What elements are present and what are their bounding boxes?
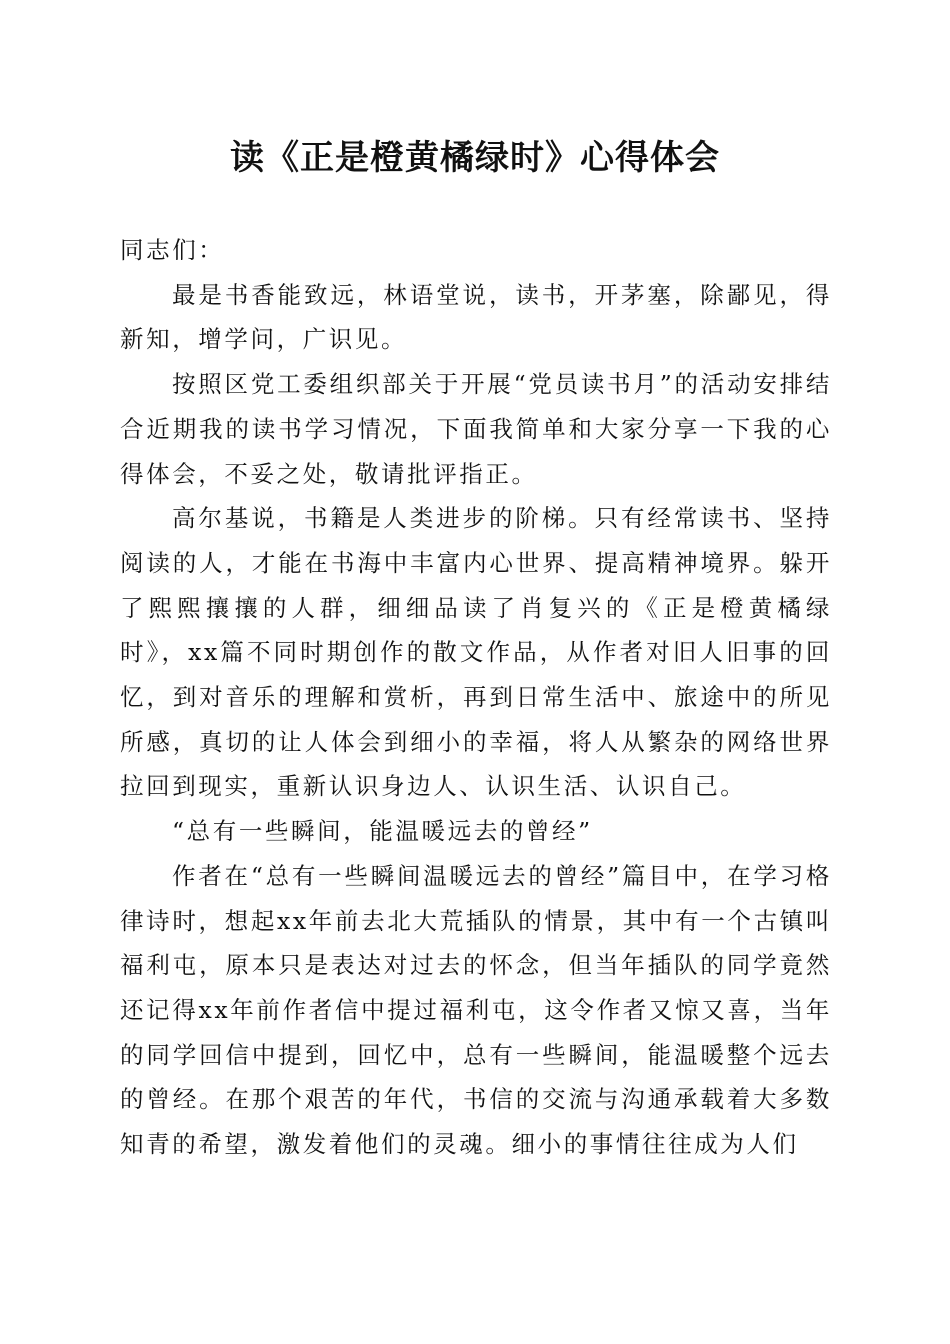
paragraph-intro-quote: 最是书香能致远，林语堂说，读书，开茅塞，除鄙见，得新知，增学问，广识见。 — [120, 280, 832, 354]
salutation: 同志们： — [120, 236, 225, 264]
section-heading-quote: “总有一些瞬间，能温暖远去的曾经” — [172, 817, 593, 846]
paragraph-book-overview: 高尔基说，书籍是人类进步的阶梯。只有经常读书、坚持阅读的人，才能在书海中丰富内心世界、提高精神境界。躲开了熙熙攘攘的人群，细细品读了肖复兴的《正是橙黄橘绿时》，xx篇不同时期创作的散文作品，从作者对旧人旧事的回忆，到对音乐的理解和赏析，再到日常生活中、旅途中的所见所感，真切的让人体会到细小的幸福，将人从繁杂的网络世界拉回到现实，重新认识身边人、认识生活、认识自己。 — [120, 504, 832, 801]
document-body — [120, 228, 832, 1167]
document-title: 读《正是橙黄橘绿时》心得体会 — [230, 138, 720, 178]
paragraph-section-content: 作者在“总有一些瞬间温暖远去的曾经”篇目中，在学习格律诗时，想起xx年前去北大荒插队的情景，其中有一个古镇叫福利屯，原本只是表达对过去的怀念，但当年插队的同学竟然还记得xx年前作者信中提过福利屯，这令作者又惊又喜，当年的同学回信中提到，回忆中，总有一些瞬间，能温暖整个远去的曾经。在那个艰苦的年代，书信的交流与沟通承载着大多数知青的希望，激发着他们的灵魂。细小的事情往往成为人们 — [120, 861, 832, 1159]
paragraph-occasion: 按照区党工委组织部关于开展“党员读书月”的活动安排结合近期我的读书学习情况，下面我简单和大家分享一下我的心得体会，不妥之处，敬请批评指正。 — [120, 370, 832, 488]
